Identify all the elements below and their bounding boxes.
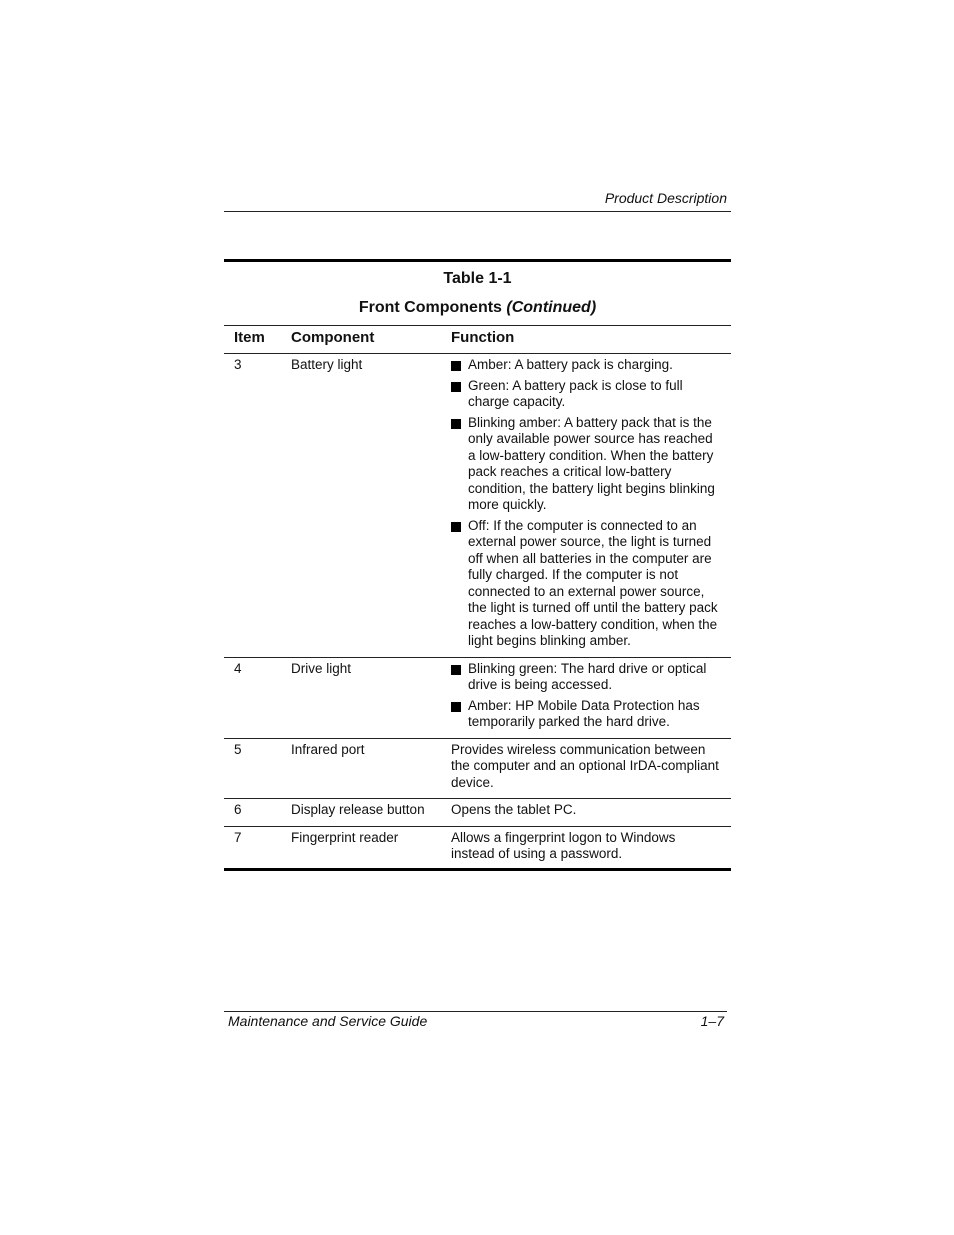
column-header-function: Function xyxy=(451,326,731,354)
square-bullet-icon xyxy=(451,522,461,532)
square-bullet-icon xyxy=(451,382,461,392)
table-row xyxy=(224,657,731,738)
function-bullet-item: Blinking green: The hard drive or optical drive is being accessed. xyxy=(451,661,731,694)
function-bullet-item: Blinking amber: A battery pack that is the only available power source has reached a low-battery condition. When the battery pack reaches a critical low-battery condition, the battery light begins blinking more quickly. xyxy=(451,415,731,514)
function-text: Opens the tablet PC. xyxy=(451,799,731,827)
function-list xyxy=(451,661,731,731)
function-cell xyxy=(451,354,731,658)
table-label: Table 1-1 xyxy=(443,270,512,287)
table-row xyxy=(224,799,731,827)
function-text: Allows a fingerprint logon to Windows instead of using a password. xyxy=(451,826,731,869)
square-bullet-icon xyxy=(451,665,461,675)
table-row xyxy=(224,826,731,869)
component-name: Display release button xyxy=(291,799,451,827)
column-header-item: Item xyxy=(224,326,291,354)
square-bullet-icon xyxy=(451,419,461,429)
components-table-block xyxy=(224,259,731,871)
component-name: Fingerprint reader xyxy=(291,826,451,869)
component-name: Drive light xyxy=(291,657,451,738)
square-bullet-icon xyxy=(451,361,461,371)
function-bullet-item: Off: If the computer is connected to an external power source, the light is turned off when all batteries in the computer are fully charged. If the computer is not connected to an external power source, the light is turned off until the battery pack reaches a low-battery condition, when the light begins blinking amber. xyxy=(451,518,731,650)
function-text: Provides wireless communication between the computer and an optional IrDA-compliant device. xyxy=(451,738,731,799)
function-bullet-item: Amber: A battery pack is charging. xyxy=(451,357,731,374)
component-name: Battery light xyxy=(291,354,451,658)
table-title xyxy=(224,299,731,317)
running-header: Product Description xyxy=(604,190,727,206)
table-row xyxy=(224,354,731,658)
table-row xyxy=(224,738,731,799)
table-title-text: Front Components xyxy=(358,299,502,316)
footer-page-number: 1–7 xyxy=(700,1013,724,1029)
item-number: 4 xyxy=(224,657,291,738)
table-header-row xyxy=(224,326,731,354)
table-title-continued: (Continued) xyxy=(506,299,597,316)
footer-guide-title: Maintenance and Service Guide xyxy=(228,1013,428,1029)
component-name: Infrared port xyxy=(291,738,451,799)
function-cell xyxy=(451,657,731,738)
function-list xyxy=(451,357,731,650)
item-number: 3 xyxy=(224,354,291,658)
header-rule xyxy=(224,211,731,212)
item-number: 6 xyxy=(224,799,291,827)
function-bullet-item: Amber: HP Mobile Data Protection has temporarily parked the hard drive. xyxy=(451,698,731,731)
footer-rule xyxy=(224,1011,727,1012)
function-bullet-item: Green: A battery pack is close to full charge capacity. xyxy=(451,378,731,411)
item-number: 5 xyxy=(224,738,291,799)
column-header-component: Component xyxy=(291,326,451,354)
item-number: 7 xyxy=(224,826,291,869)
table-top-rule xyxy=(224,259,731,262)
components-table xyxy=(224,326,731,871)
square-bullet-icon xyxy=(451,702,461,712)
